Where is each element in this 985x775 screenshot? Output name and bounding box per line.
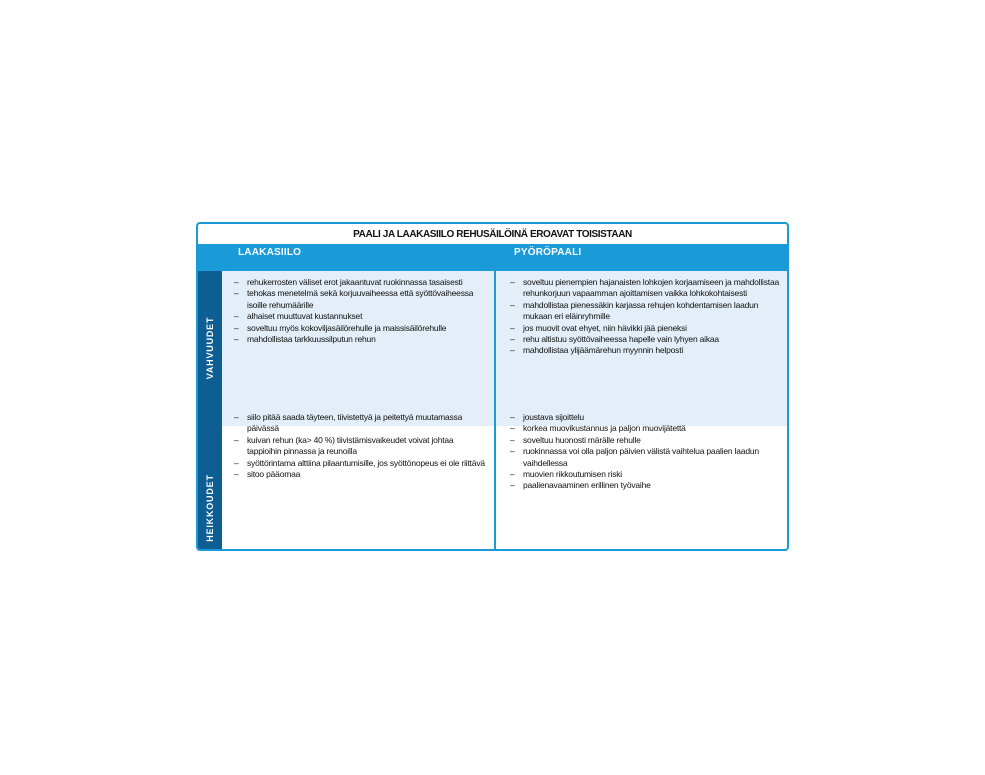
comparison-table bbox=[196, 222, 789, 551]
list-item: – paalienavaaminen erillinen työvaihe bbox=[510, 480, 780, 491]
list-item: – ruokinnassa voi olla paljon päivien välistä vaihtelua paalien laadun vaihdellessa bbox=[510, 446, 780, 469]
column-divider bbox=[494, 271, 496, 549]
list-item: – rehu altistuu syöttövaiheessa hapelle vain lyhyen aikaa bbox=[510, 334, 780, 345]
list-item: – joustava sijoittelu bbox=[510, 412, 780, 423]
strengths-laakasiilo-list bbox=[234, 277, 488, 345]
list-item: – mahdollistaa pienessäkin karjassa rehujen kohdentamisen laadun mukaan eri eläinryhmille bbox=[510, 300, 780, 323]
weaknesses-laakasiilo-list bbox=[234, 412, 488, 480]
column-header-row bbox=[198, 244, 787, 271]
strengths-pyoropaali-list bbox=[510, 277, 780, 357]
row-label-weaknesses: HEIKKOUDET bbox=[205, 474, 215, 542]
column-header-laakasiilo: LAAKASIILO bbox=[238, 247, 302, 258]
list-item: – kuivan rehun (ka> 40 %) tiivistämisvaikeudet voivat johtaa tappioihin pinnassa ja reunoilla bbox=[234, 435, 488, 458]
list-item: – soveltuu huonosti märälle rehulle bbox=[510, 435, 780, 446]
list-item: – alhaiset muuttuvat kustannukset bbox=[234, 311, 488, 322]
list-item: – syöttörintama alttiina pilaantumisille, jos syöttönopeus ei ole riittävä bbox=[234, 458, 488, 469]
list-item: – soveltuu myös kokoviljasäilörehulle ja maissisäilörehulle bbox=[234, 323, 488, 334]
list-item: – sitoo pääomaa bbox=[234, 469, 488, 480]
list-item: – korkea muovikustannus ja paljon muovijätettä bbox=[510, 423, 780, 434]
list-item: – tehokas menetelmä sekä korjuuvaiheessa että syöttövaiheessa isoille rehumäärille bbox=[234, 288, 488, 311]
list-item: – mahdollistaa tarkkuussilputun rehun bbox=[234, 334, 488, 345]
list-item: – soveltuu pienempien hajanaisten lohkojen korjaamiseen ja mahdollistaa rehunkorjuun vapaamman ajoittamisen vaikka lohkokohtaisesti bbox=[510, 277, 780, 300]
list-item: – muovien rikkoutumisen riski bbox=[510, 469, 780, 480]
list-item: – siilo pitää saada täyteen, tiivistettyä ja peitettyä muutamassa päivässä bbox=[234, 412, 488, 435]
weaknesses-pyoropaali-list bbox=[510, 412, 780, 492]
list-item: – rehukerrosten väliset erot jakaantuvat ruokinnassa tasaisesti bbox=[234, 277, 488, 288]
row-label-strengths: VAHVUUDET bbox=[205, 316, 215, 380]
row-label-bar bbox=[198, 271, 222, 549]
table-title: PAALI JA LAAKASIILO REHUSÄILÖINÄ EROAVAT TOISISTAAN bbox=[353, 228, 632, 240]
column-header-pyoropaali: PYÖRÖPAALI bbox=[514, 247, 582, 258]
list-item: – jos muovit ovat ehyet, niin hävikki jää pieneksi bbox=[510, 323, 780, 334]
list-item: – mahdollistaa ylijäämärehun myynnin helposti bbox=[510, 345, 780, 356]
